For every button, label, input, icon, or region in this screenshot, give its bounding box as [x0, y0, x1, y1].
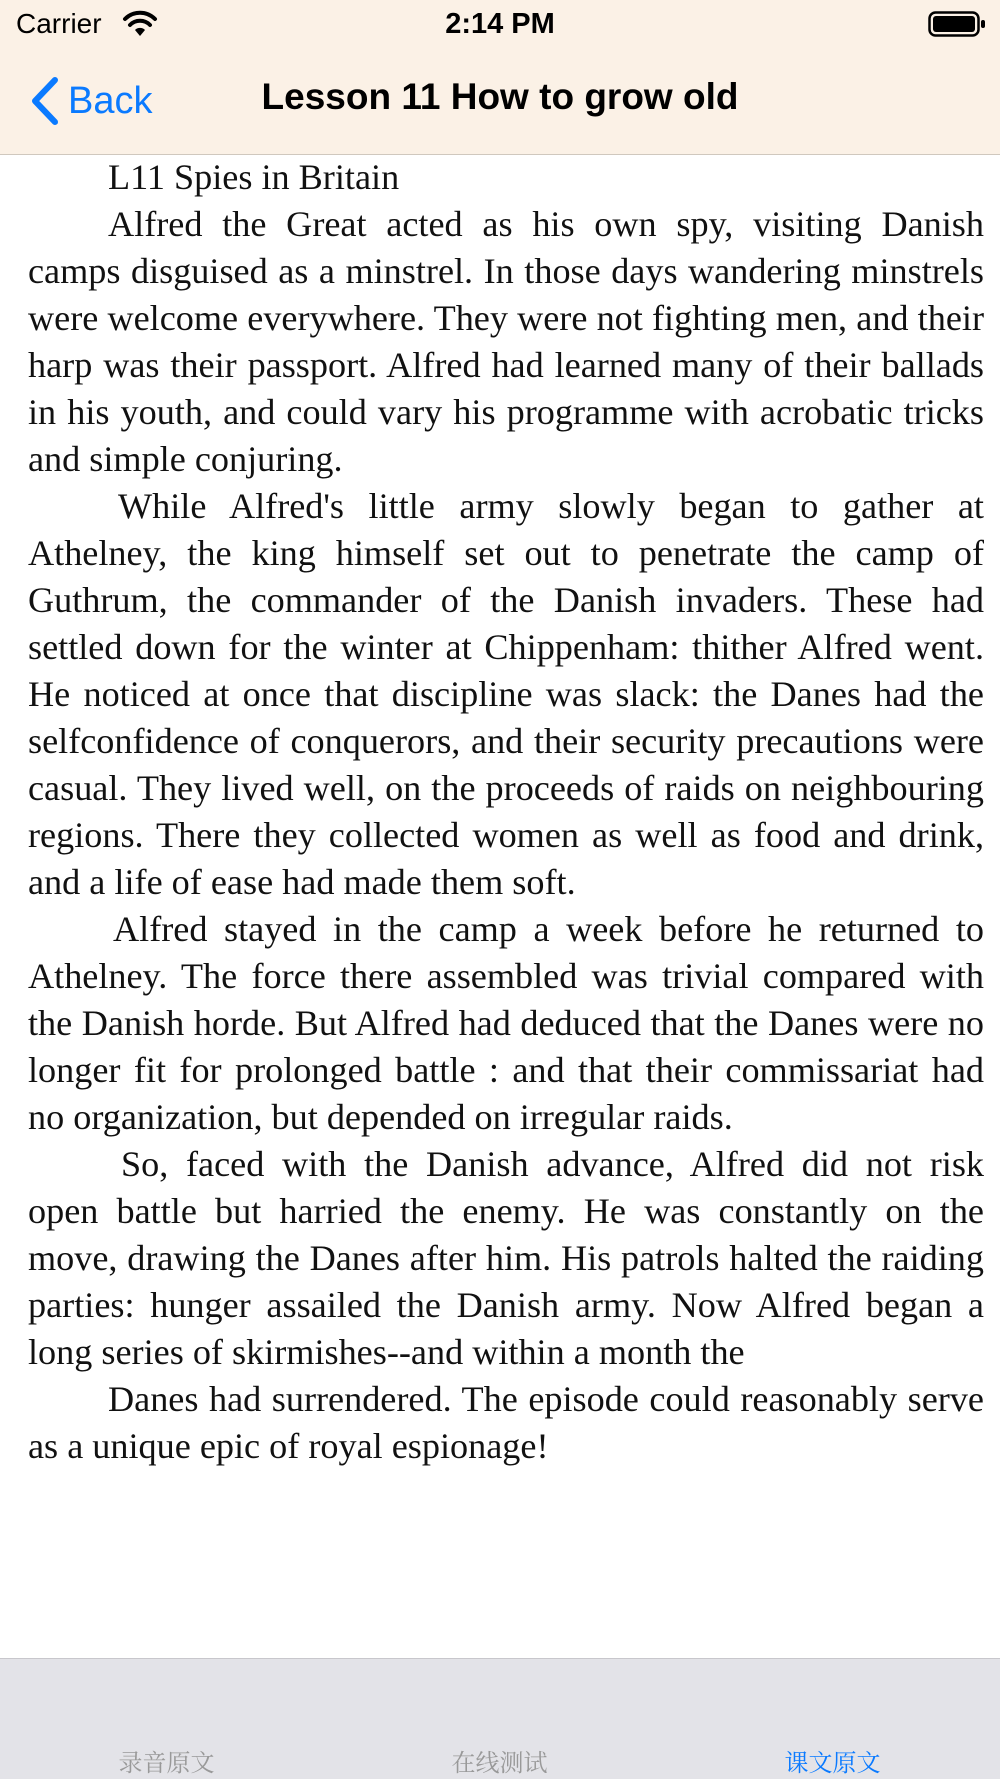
back-label: Back	[68, 79, 153, 122]
paragraph: While Alfred's little army slowly began to gather at Athelney, the king himself set out to penetrate the camp of Guthrum, the commander of the Danish invaders. These had settled down for the winter at Chippenham: thither Alfred went. He noticed at once that discipline was slack: the Danes had the selfconfidence of conquerors, and their security precautions were casual. They lived well, on the proceeds of raids on neighbouring regions. There they collected women as well as food and drink, and a life of ease had made them soft.	[28, 486, 984, 902]
status-time: 2:14 PM	[445, 8, 555, 40]
paragraph: Alfred the Great acted as his own spy, visiting Danish camps disguised as a minstrel. In those days wandering minstrels were welcome everywhere. They were not fighting men, and their harp was their passport. Alfred had learned many of their ballads in his youth, and could vary his programme with acrobatic tricks and simple conjuring.	[28, 204, 984, 479]
paragraph: Danes had surrendered. The episode could reasonably serve as a unique epic of royal espionage!	[28, 1379, 984, 1466]
navigation-bar	[0, 50, 1000, 155]
paragraph: Alfred stayed in the camp a week before he returned to Athelney. The force there assembled was trivial compared with the Danish horde. But Alfred had deduced that the Danes were no longer fit for prolonged battle : and that their commissariat had no organization, but depended on irregular raids.	[28, 909, 984, 1137]
lesson-heading: L11 Spies in Britain	[108, 157, 400, 197]
tab-lesson-text[interactable]: 课文原文	[784, 1749, 881, 1777]
page-title: Lesson 11 How to grow old	[261, 76, 739, 117]
paragraph: So, faced with the Danish advance, Alfred did not risk open battle but harried the enemy. He was constantly on the move, drawing the Danes after him. His patrols halted the raiding parties: hunger assailed the Danish army. Now Alfred began a long series of skirmishes--and within a month the	[28, 1144, 984, 1372]
tab-recording-text[interactable]: 录音原文	[118, 1749, 215, 1777]
tab-bar	[0, 1658, 1000, 1779]
battery-icon	[928, 10, 986, 38]
lesson-text[interactable]	[28, 154, 984, 1656]
carrier-label: Carrier	[16, 8, 102, 39]
tab-online-test[interactable]: 在线测试	[451, 1749, 548, 1777]
status-bar	[0, 0, 1000, 50]
